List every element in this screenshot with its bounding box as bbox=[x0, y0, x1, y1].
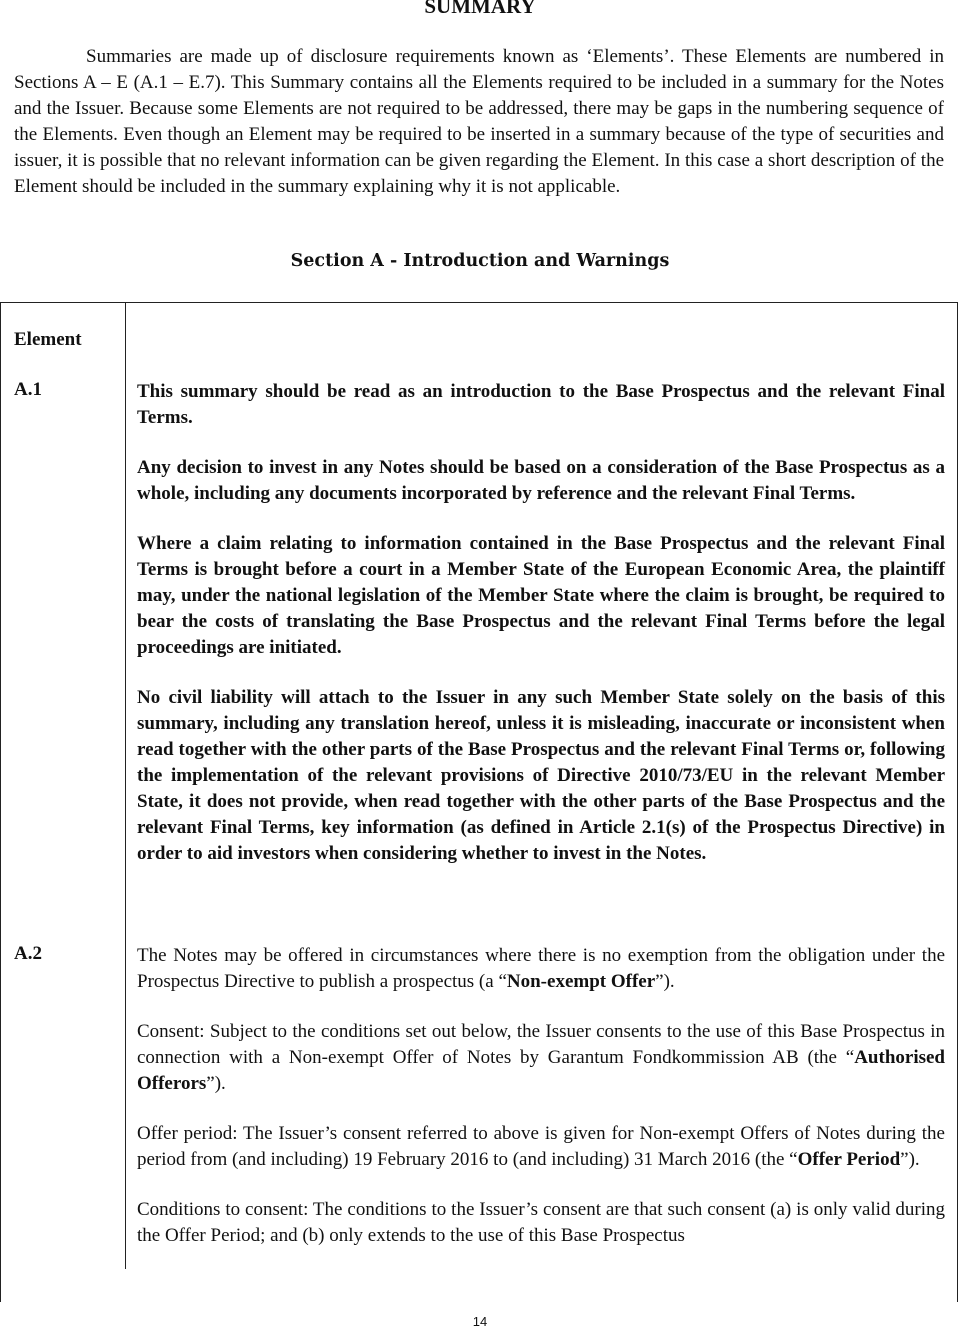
element-id-a1: A.1 bbox=[14, 379, 42, 400]
column-divider bbox=[125, 303, 126, 1269]
a2-paragraph-2 bbox=[137, 1019, 945, 1097]
a2-p3-end: ”). bbox=[900, 1149, 920, 1170]
section-heading: Section A - Introduction and Warnings bbox=[290, 251, 670, 271]
intro-text bbox=[14, 44, 944, 200]
a2-p2-text: Consent: Subject to the conditions set out below, the Issuer consents to the use of this Base Prospectus in connection with a Non-exempt Offer of Notes by Garantum Fondkommission AB (the “ bbox=[137, 1021, 945, 1068]
element-a1-content bbox=[137, 379, 945, 891]
a1-paragraph-4: No civil liability will attach to the Issuer in any such Member State solely on the basis of this summary, including any translation hereof, unless it is misleading, inaccurate or inconsistent when read together with the other parts of the Base Prospectus and the relevant Final Terms or, following the implementation of the relevant provisions of Directive 2010/73/EU in the relevant Member State, it does not provide, when read together with the other parts of the Base Prospectus and the relevant Final Terms, key information (as defined in Article 2.1(s) of the Prospectus Directive) in order to aid investors when considering whether to invest in the Notes. bbox=[137, 687, 945, 864]
a2-p1-end: ”). bbox=[655, 971, 675, 992]
a2-p3-text: Offer period: The Issuer’s consent referred to above is given for Non-exempt Offers of Notes during the period from (and including) 19 February 2016 to (and including) 31 March 2016 (the “ bbox=[137, 1123, 945, 1170]
a2-paragraph-3 bbox=[137, 1121, 945, 1173]
a2-paragraph-4: Conditions to consent: The conditions to the Issuer’s consent are that such consent (a) is only valid during the Offer Period; and (b) only extends to the use of this Base Prospectus bbox=[137, 1199, 945, 1246]
a2-p1-term: Non-exempt Offer bbox=[506, 971, 656, 992]
intro-paragraph: Summaries are made up of disclosure requirements known as ‘Elements’. These Elements are numbered in Sections A – E (A.1 – E.7). This Summary contains all the Elements required to be included in a summary for the Notes and the Issuer. Because some Elements are not required to be addressed, there may be gaps in the numbering sequence of the Elements. Even though an Element may be required to be inserted in a summary because of the type of securities and issuer, it is possible that no relevant information can be given regarding the Element. In this case a short description of the Element should be included in the summary explaining why it is not applicable. bbox=[14, 46, 944, 197]
element-id-a2: A.2 bbox=[14, 943, 42, 964]
page-number: 14 bbox=[472, 1314, 488, 1329]
summary-table bbox=[0, 302, 958, 1302]
element-a2-content bbox=[137, 943, 945, 1273]
a2-p2-end: ”). bbox=[206, 1073, 226, 1094]
a1-paragraph-2: Any decision to invest in any Notes should be based on a consideration of the Base Prospectus as a whole, including any documents incorporated by reference and the relevant Final Terms. bbox=[137, 457, 945, 504]
document-title: SUMMARY bbox=[424, 0, 536, 18]
a2-p1-text: The Notes may be offered in circumstances where there is no exemption from the obligation under the Prospectus Directive to publish a prospectus (a “ bbox=[137, 945, 945, 992]
a2-p2-term: Authorised Offerors bbox=[137, 1047, 945, 1094]
a2-paragraph-1 bbox=[137, 943, 945, 995]
a2-p3-term: Offer Period bbox=[797, 1149, 901, 1170]
column-header-element: Element bbox=[14, 329, 82, 350]
a1-paragraph-3: Where a claim relating to information contained in the Base Prospectus and the relevant Final Terms is brought before a court in a Member State of the European Economic Area, the plaintiff may, under the national legislation of the Member State where the claim is brought, be required to bear the costs of translating the Base Prospectus and the relevant Final Terms before the legal proceedings are initiated. bbox=[137, 533, 945, 658]
a1-paragraph-1: This summary should be read as an introduction to the Base Prospectus and the relevant Final Terms. bbox=[137, 381, 945, 428]
